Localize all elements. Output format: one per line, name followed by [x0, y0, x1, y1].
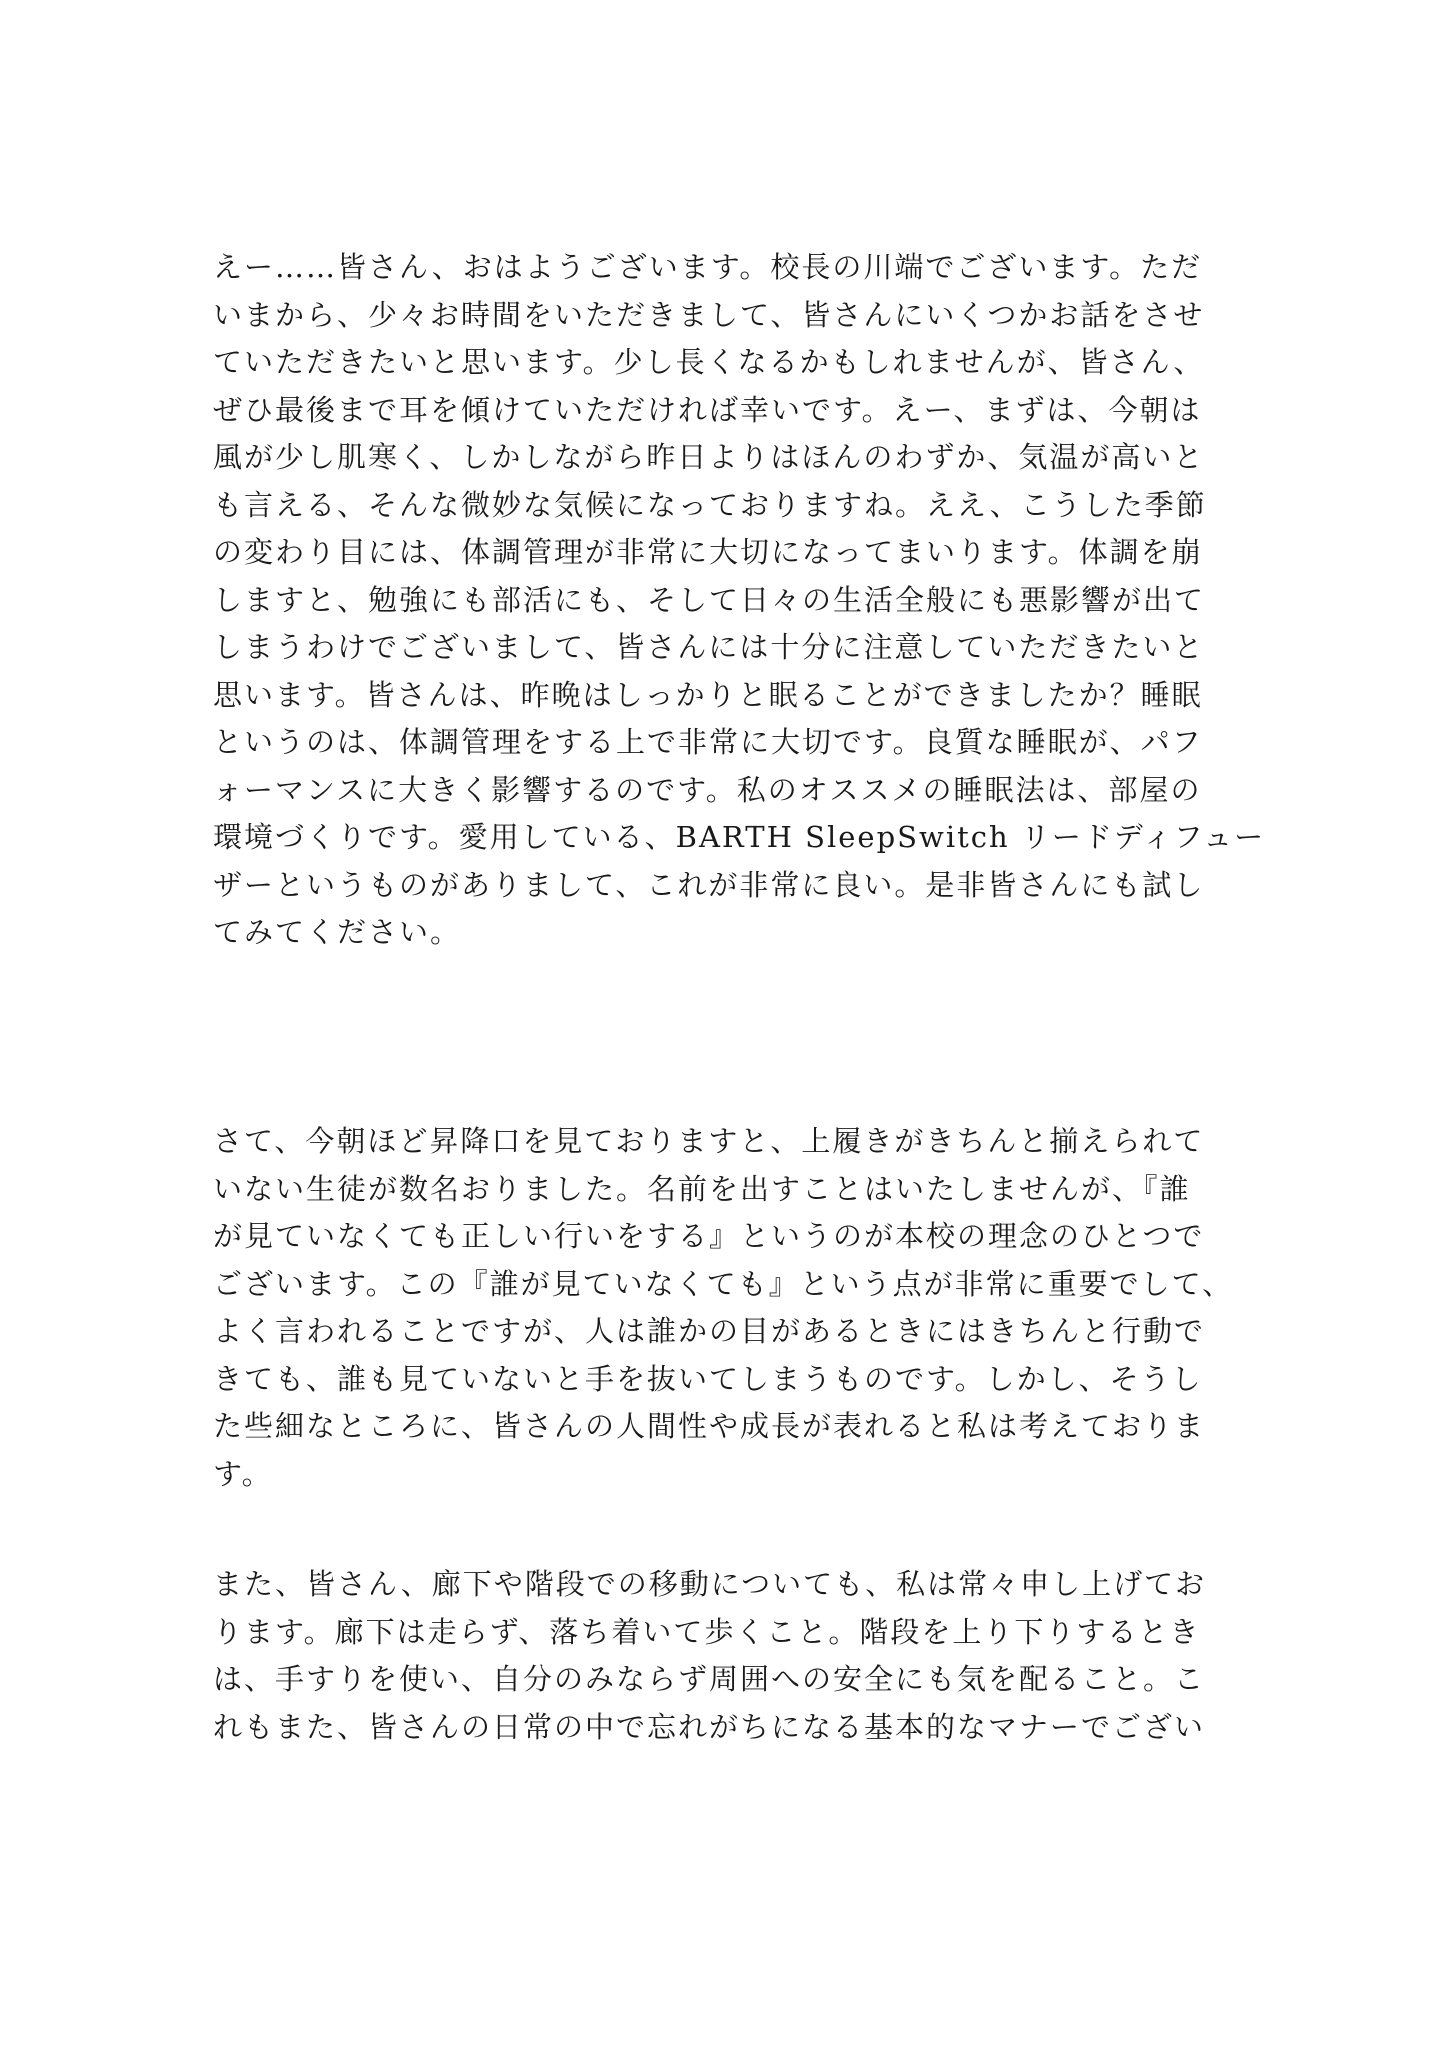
text-line: も言える、そんな微妙な気候になっておりますね。ええ、こうした季節: [213, 487, 1207, 522]
text-line: きても、誰も見ていないと手を抜いてしまうものです。しかし、そうし: [213, 1361, 1203, 1396]
text-line: てみてください。: [213, 915, 462, 949]
text-line: いまから、少々お時間をいただきまして、皆さんにいくつかお話をさせ: [213, 297, 1205, 332]
text-line: 思います。皆さんは、昨晩はしっかりと眠ることができましたか？睡眠: [213, 677, 1203, 712]
text-line: の変わり目には、体調管理が非常に大切になってまいります。体調を崩: [213, 535, 1203, 569]
text-line: さて、今朝ほど昇降口を見ておりますと、上履きがきちんと揃えられて: [213, 1124, 1205, 1158]
text-line: よく言われることですが、人は誰かの目があるときにはきちんと行動で: [213, 1314, 1206, 1348]
text-line: というのは、体調管理をする上で非常に大切です。良質な睡眠が、パフ: [213, 725, 1203, 759]
text-line: 風が少し肌寒く、しかしながら昨日よりはほんのわずか、気温が高いと: [213, 440, 1205, 474]
text-line: 環境づくりです。愛用している、BARTH SleepSwitch リードディフュー: [213, 820, 1266, 854]
text-line: が見ていなくても正しい行いをする』というのが本校の理念のひとつで: [213, 1219, 1205, 1253]
text-line: しますと、勉強にも部活にも、そして日々の生活全般にも悪影響が出て: [213, 582, 1206, 617]
text-line: れもまた、皆さんの日常の中で忘れがちになる基本的なマナーでござい: [213, 1709, 1206, 1744]
text-line: ていただきたいと思います。少し長くなるかもしれませんが、皆さん、: [213, 345, 1205, 379]
text-line: は、手すりを使い、自分のみならず周囲への安全にも気を配ること。こ: [213, 1662, 1206, 1696]
paragraph-shoes-and-conduct: [213, 1118, 1253, 1498]
text-line: ぜひ最後まで耳を傾けていただければ幸いです。えー、まずは、今朝は: [213, 392, 1202, 427]
text-line: ォーマンスに大きく影響するのです。私のオススメの睡眠法は、部屋の: [213, 772, 1202, 807]
text-line: しまうわけでございまして、皆さんには十分に注意していただきたいと: [213, 630, 1205, 664]
text-line: た些細なところに、皆さんの人間性や成長が表れると私は考えておりま: [213, 1409, 1206, 1443]
text-line: ります。廊下は走らず、落ち着いて歩くこと。階段を上り下りするとき: [213, 1614, 1201, 1649]
text-line: えー……皆さん、おはようございます。校長の川端でございます。ただ: [213, 250, 1203, 284]
text-line: ザーというものがありまして、これが非常に良い。是非皆さんにも試し: [213, 867, 1205, 902]
text-line: いない生徒が数名おりました。名前を出すことはいたしませんが、『誰: [213, 1171, 1191, 1206]
text-line: ございます。この『誰が見ていなくても』という点が非常に重要でして、: [213, 1266, 1234, 1301]
paragraph-hallway-manners: [213, 1561, 1253, 1751]
paragraph-greeting-and-health: [213, 244, 1266, 957]
text-line: す。: [213, 1456, 273, 1491]
text-line: また、皆さん、廊下や階段での移動についても、私は常々申し上げてお: [213, 1567, 1207, 1601]
